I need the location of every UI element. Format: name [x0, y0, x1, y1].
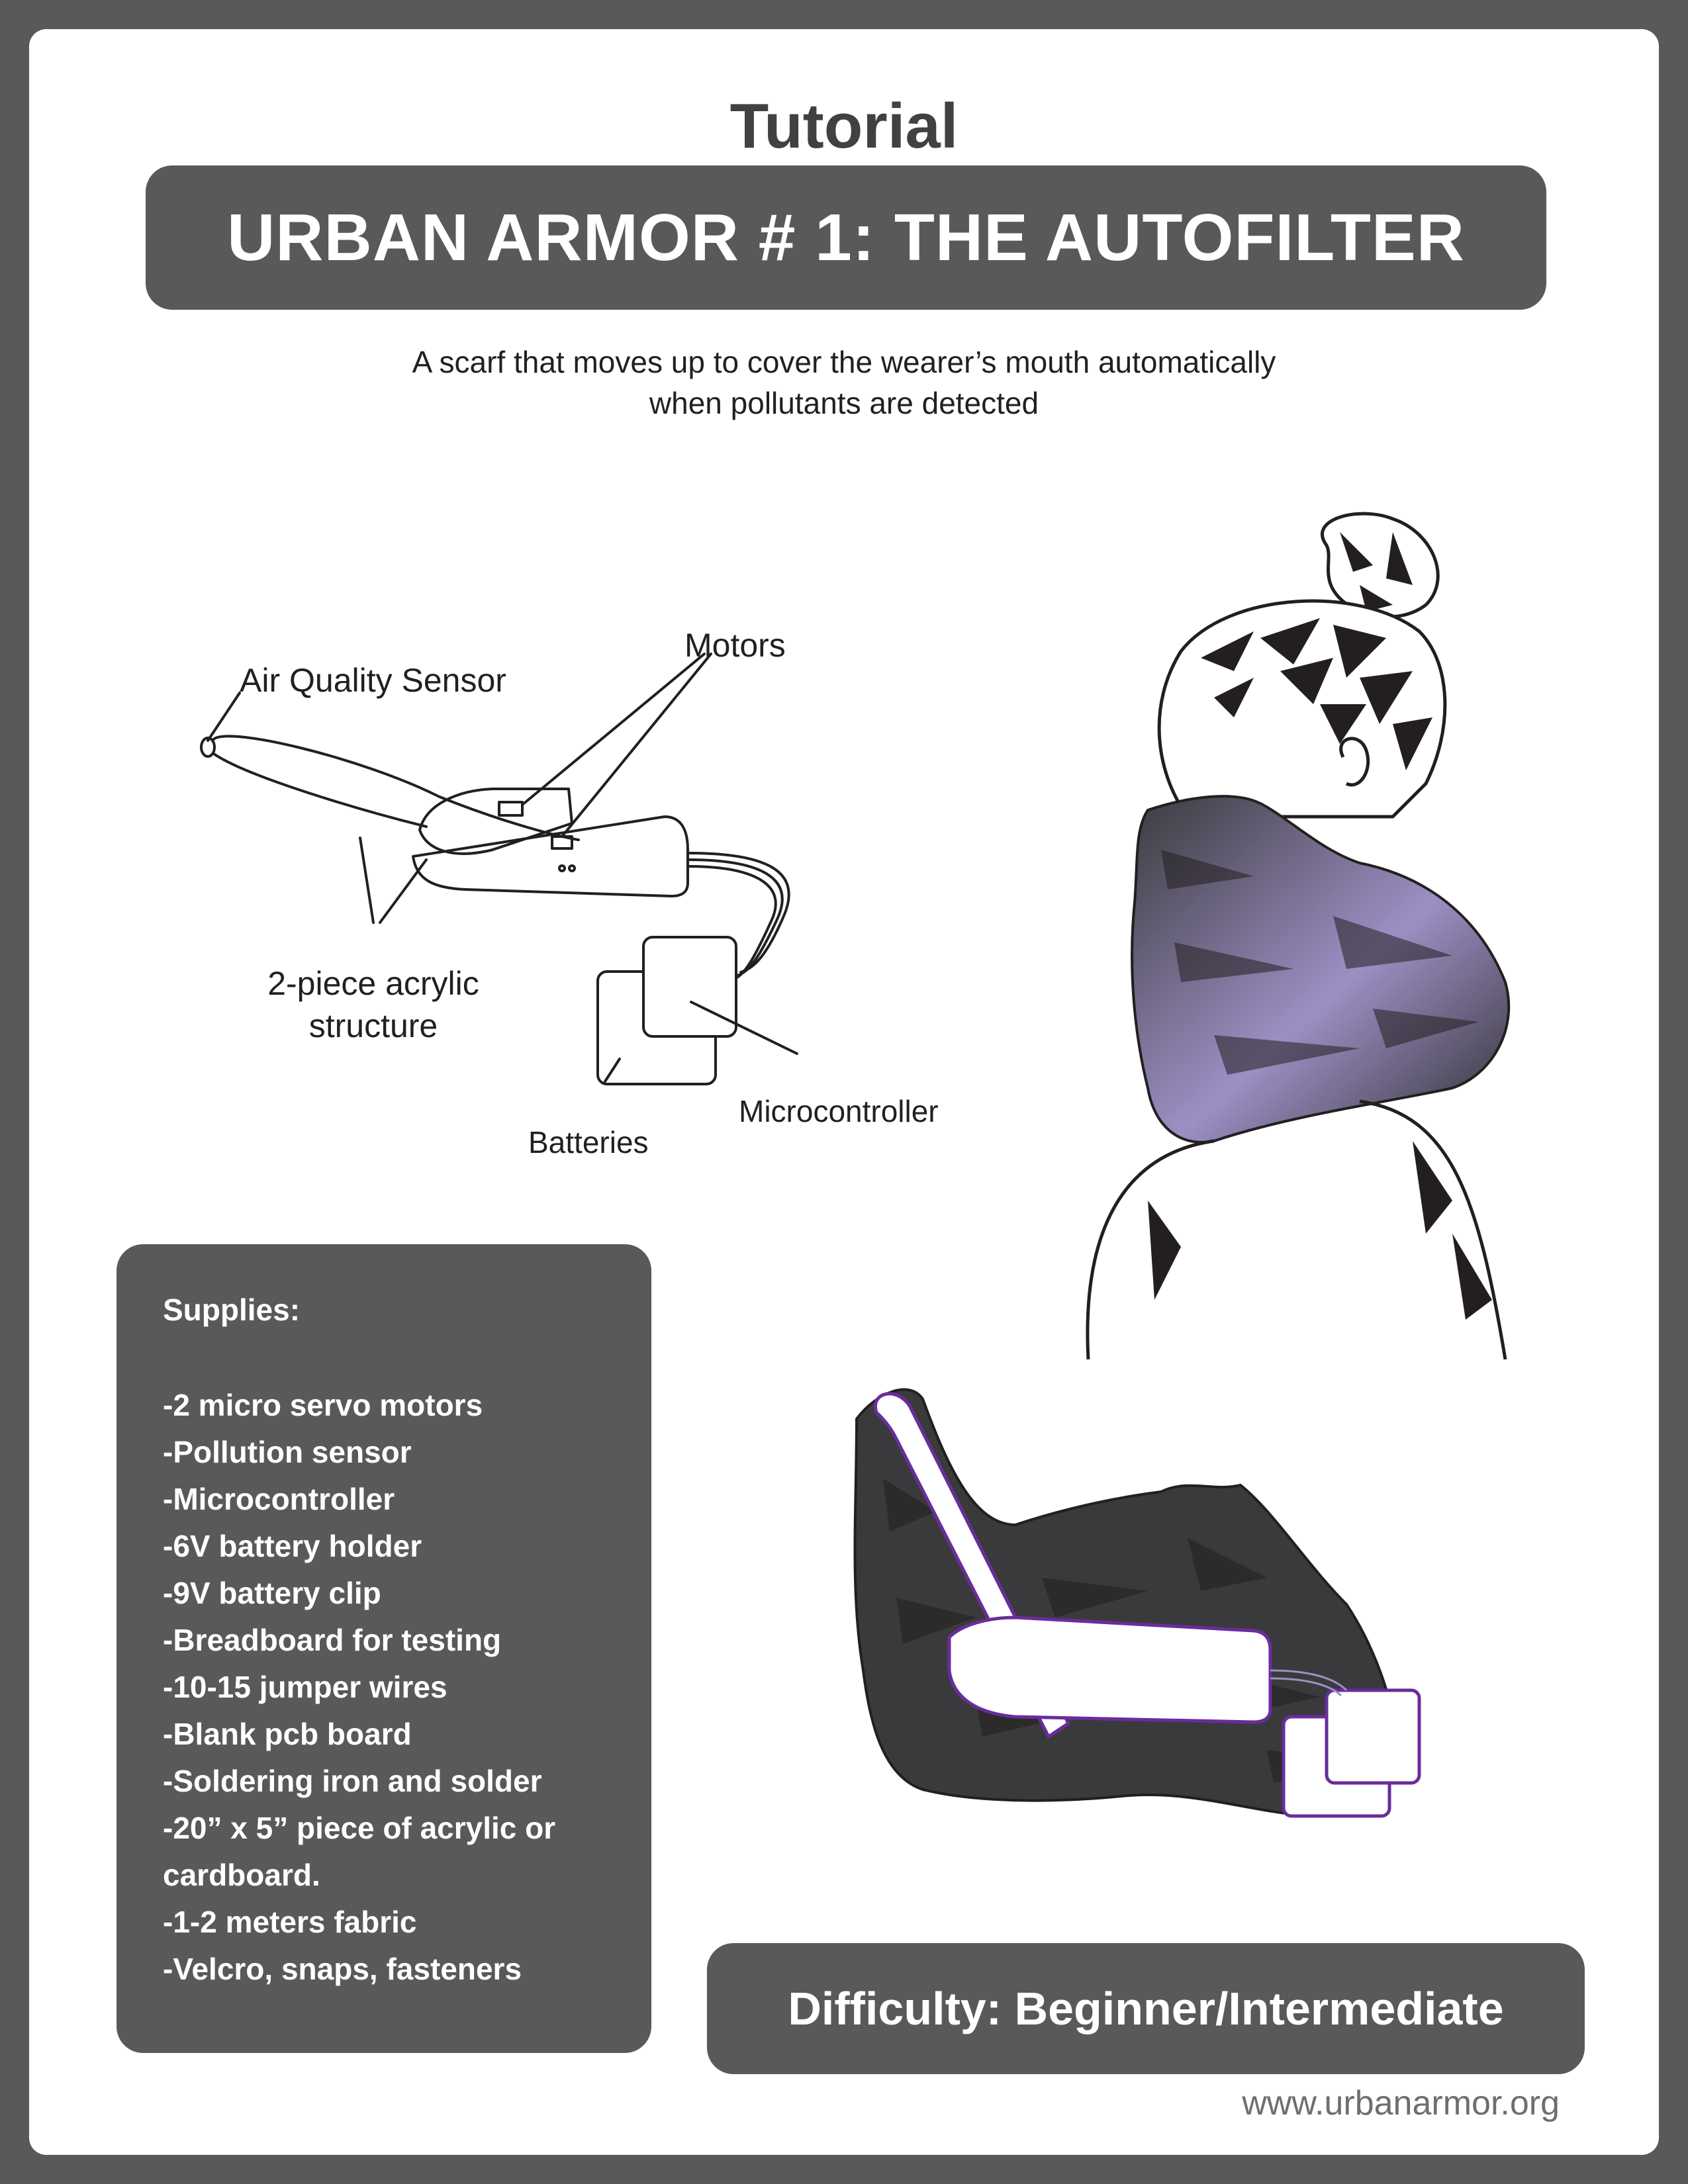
- page-title: URBAN ARMOR # 1: THE AUTOFILTER: [227, 200, 1465, 275]
- difficulty-banner: [707, 1943, 1585, 2074]
- label-microcontroller: Microcontroller: [739, 1094, 939, 1128]
- acrylic-leader-a: [360, 838, 373, 923]
- supply-item: -Blank pcb board: [163, 1717, 412, 1751]
- supplies-list: [163, 1382, 555, 1993]
- subtitle-line-2: when pollutants are detected: [649, 386, 1039, 420]
- motor-1: [499, 802, 522, 815]
- supply-item: -9V battery clip: [163, 1576, 381, 1610]
- supply-item: -1-2 meters fabric: [163, 1905, 417, 1939]
- subtitle-line-1: A scarf that moves up to cover the wearer’s mouth automatically: [412, 345, 1276, 379]
- wearer-illustration: [1082, 506, 1611, 1366]
- label-acrylic-line-2: structure: [308, 1007, 438, 1044]
- batteries-box: [598, 972, 716, 1084]
- acrylic-box: [949, 1617, 1270, 1722]
- label-acrylic-structure: [254, 962, 492, 1047]
- tutorial-page: [29, 29, 1659, 2155]
- acrylic-lower-piece: [413, 817, 688, 896]
- supplies-title: Supplies:: [163, 1293, 301, 1327]
- supply-item: cardboard.: [163, 1858, 320, 1892]
- acrylic-strap-inner: [214, 754, 426, 827]
- footer-url[interactable]: www.urbanarmor.org: [1242, 2084, 1560, 2122]
- acrylic-leader-b: [380, 860, 426, 923]
- motors-leader-a: [522, 654, 704, 805]
- micro-leader: [691, 1002, 797, 1054]
- wire-connector: [718, 968, 734, 982]
- batteries-leader: [605, 1059, 620, 1081]
- supply-item: -Breadboard for testing: [163, 1623, 502, 1657]
- device-on-scarf-illustration: [843, 1379, 1426, 1843]
- supply-item: -10-15 jumper wires: [163, 1670, 447, 1704]
- motors-leader-b: [562, 654, 711, 837]
- subtitle: [228, 341, 1460, 424]
- label-batteries: Batteries: [528, 1125, 649, 1160]
- microcontroller-pack: [1327, 1690, 1419, 1783]
- difficulty-text: Difficulty: Beginner/Intermediate: [788, 1983, 1504, 2034]
- supply-item: -Pollution sensor: [163, 1435, 412, 1469]
- supply-item: -2 micro servo motors: [163, 1388, 483, 1422]
- tutorial-heading: Tutorial: [729, 91, 959, 161]
- label-air-quality-sensor: Air Quality Sensor: [240, 662, 506, 699]
- supply-item: -6V battery holder: [163, 1529, 422, 1563]
- label-acrylic-line-1: 2-piece acrylic: [267, 965, 479, 1002]
- supplies-panel: [117, 1244, 651, 2053]
- air-quality-sensor-part: [201, 738, 214, 756]
- supply-item: -Velcro, snaps, fasteners: [163, 1952, 522, 1986]
- microcontroller-box: [643, 937, 736, 1036]
- wire-bundle: [688, 853, 789, 972]
- label-motors: Motors: [684, 627, 786, 664]
- acrylic-strap-outer: [212, 736, 579, 840]
- acrylic-upper-piece: [420, 789, 572, 854]
- supply-item: -Soldering iron and solder: [163, 1764, 542, 1798]
- title-banner: [146, 165, 1546, 310]
- supply-item: -20” x 5” piece of acrylic or: [163, 1811, 556, 1845]
- motor-2: [552, 837, 572, 848]
- supply-item: -Microcontroller: [163, 1482, 395, 1516]
- sensor-leader: [208, 693, 240, 741]
